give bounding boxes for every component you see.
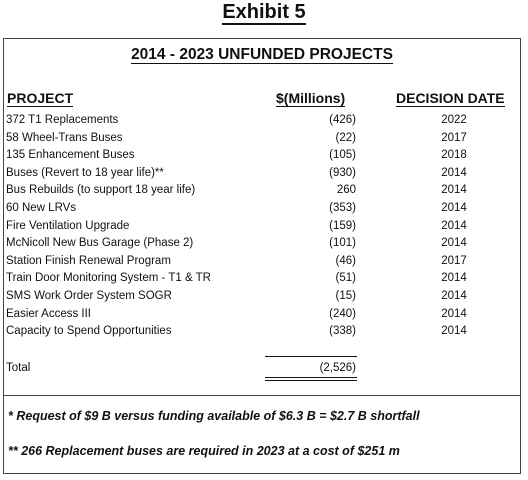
- project-decision-date: 2014: [441, 272, 467, 285]
- total-top-rule: [265, 356, 357, 357]
- total-label: Total: [6, 362, 31, 374]
- project-decision-date: 2014: [441, 289, 467, 302]
- project-amount: (159): [329, 219, 356, 232]
- project-decision-date: 2014: [441, 237, 467, 250]
- table-title-text: 2014 - 2023 UNFUNDED PROJECTS: [131, 46, 393, 63]
- table-row: [4, 235, 520, 253]
- project-amount: (338): [329, 325, 356, 338]
- table-row: [4, 323, 520, 341]
- project-decision-date: 2017: [441, 254, 467, 267]
- table-row: [4, 112, 520, 130]
- project-name: Station Finish Renewal Program: [6, 254, 171, 267]
- exhibit-title: [0, 0, 528, 24]
- project-name: SMS Work Order System SOGR: [6, 289, 172, 302]
- column-header-project-label: PROJECT: [7, 90, 74, 106]
- project-amount: (15): [335, 289, 356, 302]
- exhibit-title-text: Exhibit 5: [222, 1, 306, 23]
- project-name: 60 New LRVs: [6, 201, 77, 214]
- project-name: Fire Ventilation Upgrade: [6, 219, 130, 232]
- project-name: Buses (Revert to 18 year life)**: [6, 166, 164, 179]
- project-amount: (101): [329, 237, 356, 250]
- column-header-project: [7, 89, 73, 107]
- project-name: Easier Access III: [6, 307, 92, 320]
- table-row: [4, 147, 520, 165]
- project-amount: (353): [329, 201, 356, 214]
- project-name: Bus Rebuilds (to support 18 year life): [6, 184, 196, 197]
- footnote-funding-shortfall: * Request of $9 B versus funding available of $6.3 B = $2.7 B shortfall: [8, 409, 420, 423]
- project-amount: (426): [329, 114, 356, 126]
- project-rows: [4, 112, 520, 341]
- project-decision-date: 2014: [441, 307, 467, 320]
- table-row: [4, 270, 520, 288]
- table-row: [4, 306, 520, 324]
- project-decision-date: 2014: [441, 325, 467, 338]
- project-amount: (46): [335, 254, 356, 267]
- project-decision-date: 2014: [441, 166, 467, 179]
- table-row: [4, 218, 520, 236]
- total-double-rule: [265, 377, 357, 381]
- unfunded-projects-table: [3, 38, 521, 474]
- table-row: [4, 182, 520, 200]
- project-decision-date: 2017: [441, 131, 467, 144]
- column-header-decision-date-label: DECISION DATE: [396, 90, 505, 106]
- notes-divider: [4, 395, 520, 396]
- table-row: [4, 253, 520, 271]
- column-header-amount-label: $(Millions): [276, 90, 346, 106]
- project-amount: (22): [335, 131, 356, 144]
- project-decision-date: 2022: [441, 114, 467, 126]
- table-title: [4, 45, 520, 65]
- project-name: 135 Enhancement Buses: [6, 149, 135, 162]
- project-name: 58 Wheel-Trans Buses: [6, 131, 123, 144]
- project-amount: (240): [329, 307, 356, 320]
- project-decision-date: 2018: [441, 149, 467, 162]
- project-name: McNicoll New Bus Garage (Phase 2): [6, 237, 194, 250]
- total-amount: (2,526): [319, 362, 356, 374]
- footnote-replacement-buses: ** 266 Replacement buses are required in 2023 at a cost of $251 m: [8, 444, 400, 458]
- project-name: 372 T1 Replacements: [6, 114, 119, 126]
- table-row: [4, 288, 520, 306]
- project-decision-date: 2014: [441, 184, 467, 197]
- project-decision-date: 2014: [441, 219, 467, 232]
- column-header-decision-date: [396, 89, 505, 107]
- project-amount: 260: [336, 184, 356, 197]
- project-name: Capacity to Spend Opportunities: [6, 325, 172, 338]
- project-amount: (930): [329, 166, 356, 179]
- table-row: [4, 165, 520, 183]
- table-row: [4, 200, 520, 218]
- project-amount: (51): [335, 272, 356, 285]
- project-name: Train Door Monitoring System - T1 & TR: [6, 272, 211, 285]
- project-amount: (105): [329, 149, 356, 162]
- column-header-amount: [276, 89, 345, 107]
- table-row: [4, 130, 520, 148]
- project-decision-date: 2014: [441, 201, 467, 214]
